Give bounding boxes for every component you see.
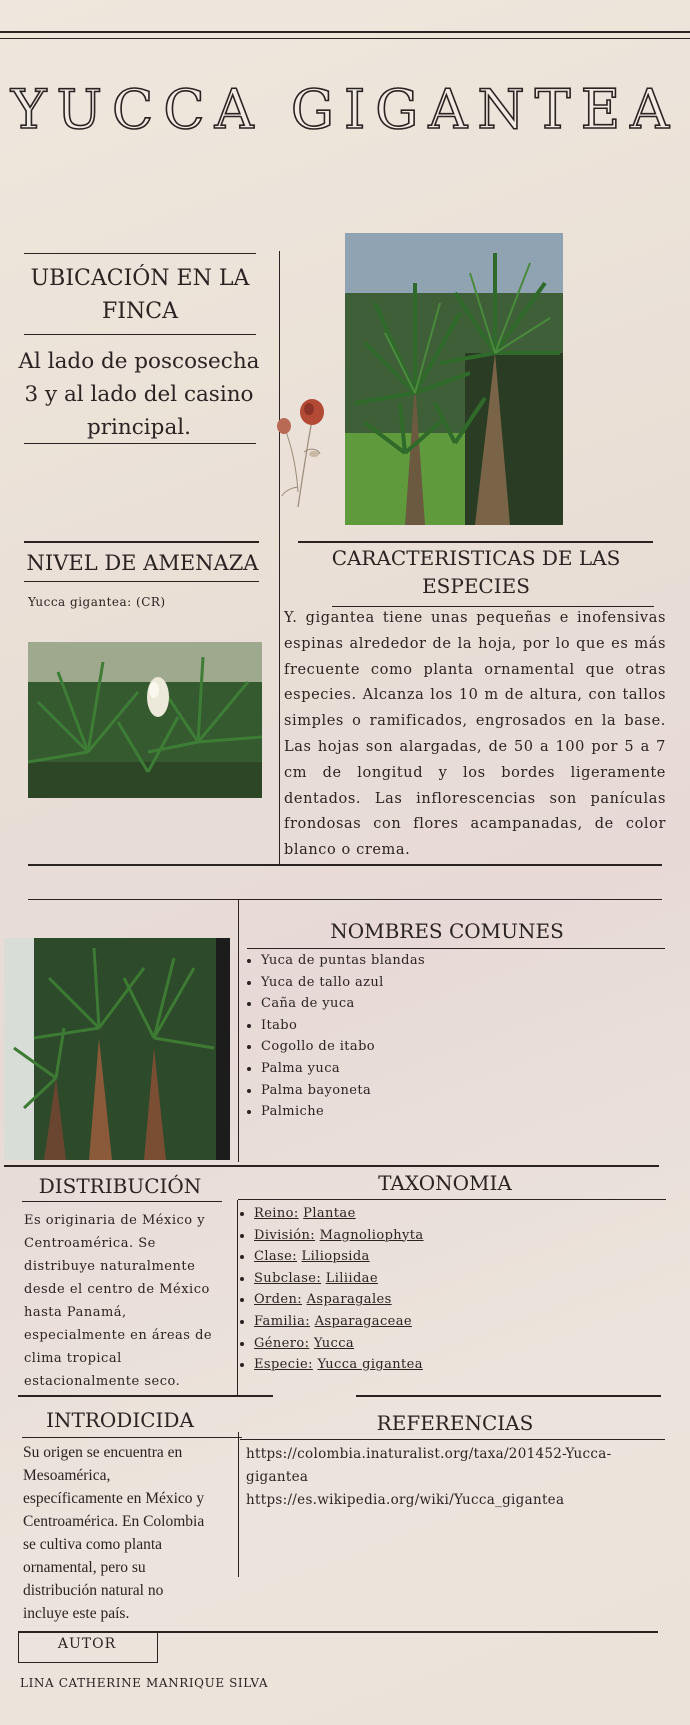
distribucion-rule (22, 1201, 222, 1202)
ubicacion-text-line2: 3 y al lado del casino (24, 382, 254, 407)
taxonomy-item (254, 1333, 656, 1355)
taxonomy-name: Yucca (313, 1335, 355, 1351)
caracteristicas-heading-line1: CARACTERISTICAS DE LAS (331, 546, 621, 570)
distribucion-line: distribuye naturalmente (24, 1259, 196, 1274)
yucca-photo-top (345, 233, 563, 525)
list-item: • Yuca de puntas blandas (261, 950, 643, 972)
taxonomy-rank: Clase: (254, 1249, 297, 1265)
distribucion-line: clima tropical (24, 1351, 122, 1366)
top-rule-thin (0, 38, 690, 39)
common-names-list (243, 950, 643, 1123)
ubicacion-text (14, 345, 264, 444)
taxonomy-rank: Orden: (254, 1292, 303, 1308)
vertical-divider-mid (238, 900, 239, 1162)
introducida-rule-top (18, 1395, 273, 1397)
caracteristicas-heading (296, 544, 656, 600)
caracteristicas-heading-line2: ESPECIES (422, 574, 530, 598)
introducida-text (23, 1441, 243, 1625)
taxonomy-rank: Subclase: (254, 1270, 322, 1286)
distribucion-line: desde el centro de México (24, 1282, 210, 1297)
referencias-rule (240, 1439, 665, 1440)
amenaza-heading: NIVEL DE AMENAZA (26, 551, 259, 575)
author-name: LINA CATHERINE MANRIQUE SILVA (20, 1676, 269, 1690)
distribucion-line: Centroamérica. Se (24, 1236, 156, 1251)
list-item: • Itabo (261, 1015, 643, 1037)
referencias-heading: REFERENCIAS (376, 1411, 534, 1435)
flower-illustration (268, 392, 328, 512)
list-item: • Palmiche (261, 1101, 643, 1123)
introducida-line: Centroamérica. En Colombia (23, 1513, 205, 1530)
referencias-rule-top (356, 1395, 661, 1397)
introducida-line: distribución natural no (23, 1582, 164, 1599)
nombres-heading: NOMBRES COMUNES (330, 919, 564, 943)
references-block (246, 1443, 666, 1512)
vertical-divider-top (279, 251, 280, 866)
taxonomy-item (254, 1354, 656, 1376)
reference-link[interactable]: https://colombia.inaturalist.org/taxa/201452-Yucca- (246, 1446, 612, 1462)
distribucion-line: Es originaria de México y (24, 1213, 206, 1228)
taxonomy-item (254, 1225, 656, 1247)
page-title: YUCCA GIGANTEA (10, 78, 680, 141)
list-item: • Palma bayoneta (261, 1080, 643, 1102)
vertical-divider-bottom (238, 1432, 239, 1577)
yucca-photo-trunks (4, 938, 230, 1160)
taxonomy-rank: División: (254, 1227, 316, 1243)
list-item: • Caña de yuca (261, 993, 643, 1015)
section-rule-3 (4, 1165, 659, 1167)
ubicacion-rule-bottom (24, 443, 256, 444)
autor-label: AUTOR (57, 1636, 117, 1652)
taxonomy-rank: Género: (254, 1335, 310, 1351)
taxonomy-name: Liliidae (325, 1270, 378, 1286)
taxonomy-rank: Reino: (254, 1206, 299, 1221)
distribucion-line: estacionalmente seco. (24, 1374, 181, 1389)
section-rule-2 (28, 899, 662, 900)
yucca-photo-flowering-image (28, 642, 262, 798)
taxonomy-rank: Especie: (254, 1357, 313, 1373)
distribucion-text (24, 1209, 229, 1393)
ubicacion-heading-line2: FINCA (102, 299, 178, 324)
introducida-line: Mesoamérica, (23, 1467, 111, 1484)
ubicacion-heading-line1: UBICACIÓN EN LA (30, 266, 250, 291)
taxonomy-name: Yucca gigantea (317, 1357, 423, 1373)
taxonomy-item (254, 1246, 656, 1268)
taxonomy-item (254, 1268, 656, 1290)
taxonomy-rank: Familia: (254, 1313, 311, 1329)
caracteristicas-body: Y. gigantea tiene unas pequeñas e inofensivas espinas alrededor de la hoja, por lo que es más frecuente como planta ornamental que otras especies. Alcanza los 10 m de altura, con tallos simples o ramificados, engrosados en la base. Las hojas son alargadas, de 50 a 100 por 5 a 7 cm de longitud y los bordes ligeramente dentados. Las inflorescencias son panículas frondosas con flores acampanadas, de color blanco o crema. (284, 610, 666, 859)
taxonomy-name: Plantae (303, 1206, 356, 1221)
introducida-line: específicamente en México y (23, 1490, 205, 1507)
distribucion-line: especialmente en áreas de (24, 1328, 213, 1343)
introducida-line: incluye este país. (23, 1605, 130, 1622)
introducida-line: ornamental, pero su (23, 1559, 146, 1576)
nombres-list-wrapper (243, 950, 643, 1123)
list-item: • Yuca de tallo azul (261, 972, 643, 994)
taxonomy-item (254, 1289, 656, 1311)
introducida-line: se cultiva como planta (23, 1536, 163, 1553)
ubicacion-text-line3: principal. (87, 415, 191, 440)
taxonomy-name: Asparagales (306, 1292, 392, 1308)
distribucion-heading: DISTRIBUCIÓN (38, 1174, 202, 1198)
reference-link-cont[interactable]: gigantea (246, 1469, 309, 1485)
taxonomy-item (254, 1311, 656, 1333)
threat-status: Yucca gigantea: (CR) (28, 595, 166, 609)
distribucion-line: hasta Panamá, (24, 1305, 127, 1320)
taxonomy-name: Magnoliophyta (319, 1227, 424, 1243)
taxonomy-name: Liliopsida (301, 1249, 370, 1265)
taxonomia-list-wrapper (236, 1203, 656, 1376)
section-rule-1 (28, 864, 662, 866)
ubicacion-heading (20, 262, 260, 328)
taxonomy-list (236, 1203, 656, 1376)
ubicacion-rule-mid (24, 334, 256, 335)
list-item: • Palma yuca (261, 1058, 643, 1080)
nombres-rule (247, 948, 665, 949)
ubicacion-text-line1: Al lado de poscosecha (18, 349, 260, 374)
yucca-photo-top-image (345, 233, 563, 525)
amenaza-rule-top (24, 541, 259, 543)
taxonomia-rule (238, 1199, 666, 1200)
caracteristicas-rule-top (298, 541, 653, 543)
taxonomia-heading: TAXONOMIA (378, 1171, 512, 1195)
ubicacion-rule-top (24, 253, 256, 254)
introducida-line: Su origen se encuentra en (23, 1444, 183, 1461)
amenaza-rule-bottom (24, 581, 259, 582)
list-item: • Cogollo de itabo (261, 1036, 643, 1058)
taxonomy-name: Asparagaceae (314, 1313, 412, 1329)
introducida-rule (22, 1437, 242, 1438)
introducida-heading: INTRODICIDA (46, 1408, 194, 1432)
taxonomy-item (254, 1203, 656, 1225)
reference-link[interactable]: https://es.wikipedia.org/wiki/Yucca_gigantea (246, 1492, 565, 1508)
yucca-photo-trunks-image (4, 938, 230, 1160)
yucca-photo-flowering (28, 642, 262, 798)
top-rule (0, 31, 690, 33)
